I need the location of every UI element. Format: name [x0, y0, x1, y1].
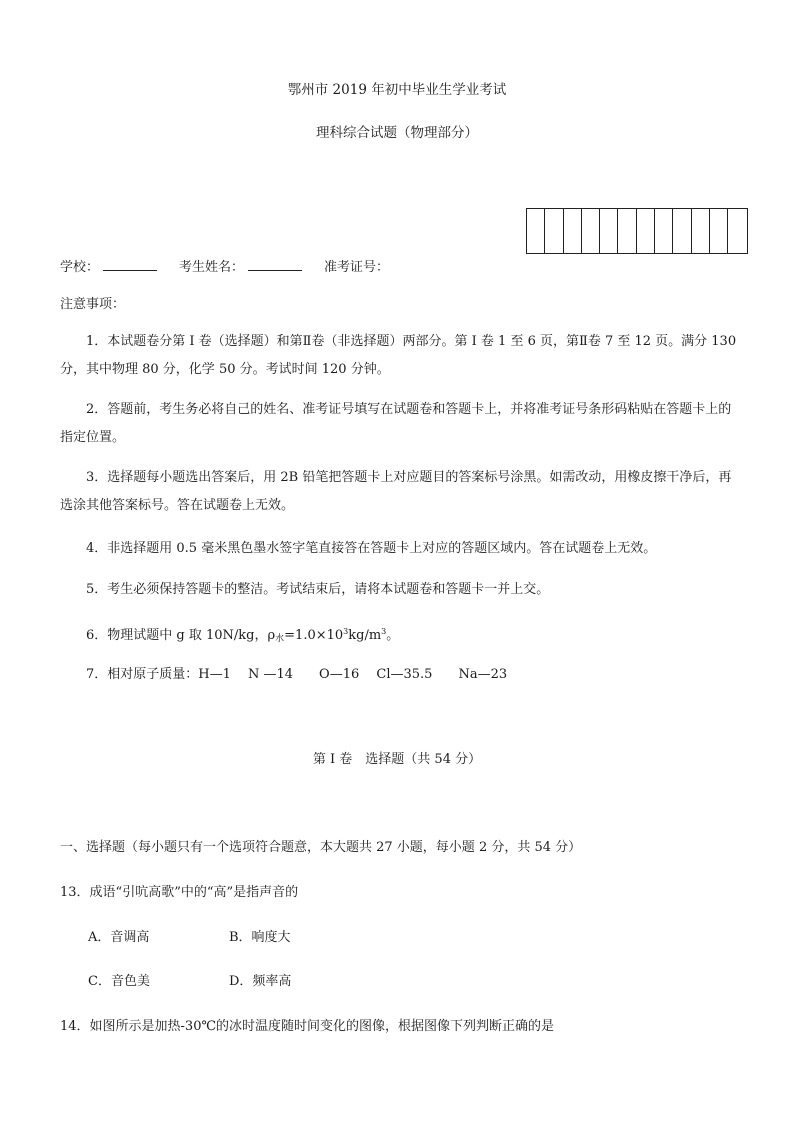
exam-number-cell	[564, 209, 582, 253]
notice-item-6-sub: 水	[275, 634, 285, 644]
q13-options-row-2	[88, 970, 370, 989]
exam-number-cell	[582, 209, 600, 253]
exam-number-cell	[710, 209, 728, 253]
exam-number-cell	[618, 209, 636, 253]
exam-title: 鄂州市 2019 年初中毕业生学业考试	[287, 82, 507, 98]
q13-option-d[interactable]: D．频率高	[229, 974, 292, 989]
exam-number-cell	[600, 209, 618, 253]
exam-number-cell	[545, 209, 563, 253]
exam-number-cell	[637, 209, 655, 253]
notice-item-6-unit-sup: 3	[381, 627, 387, 636]
exam-subtitle: 理科综合试题（物理部分）	[316, 125, 478, 141]
notice-item-2: 2．答题前，考生务必将自己的姓名、准考证号填写在试题卷和答题卡上，并将准考证号条形码粘贴在答题卡上的指定位置。	[60, 402, 732, 445]
q14-stem: 14．如图所示是加热-30℃的冰时温度随时间变化的图像，根据图像下列判断正确的是	[60, 1019, 555, 1034]
q13-option-c[interactable]: C．音色美	[88, 974, 150, 989]
student-info-row	[60, 256, 393, 275]
exam-number-cell	[655, 209, 673, 253]
notice-item-6-sup: 3	[343, 627, 349, 636]
name-label: 考生姓名：	[179, 260, 245, 275]
exam-number-grid	[526, 208, 748, 254]
school-blank[interactable]	[103, 258, 157, 271]
notice-item-4: 4．非选择题用 0.5 毫米黑色墨水签字笔直接答在答题卡上对应的答题区域内。答在试题卷上无效。	[86, 541, 657, 556]
notice-item-7: 7．相对原子质量：H—1 N —14 O—16 Cl—35.5 Na—23	[86, 667, 508, 682]
notice-item-3: 3．选择题每小题选出答案后，用 2B 铅笔把答题卡上对应题目的答案标号涂黑。如需改动，用橡皮擦干净后，再选涂其他答案标号。答在试题卷上无效。	[60, 470, 732, 513]
exam-number-cell	[728, 209, 746, 253]
q13-option-b[interactable]: B．响度大	[229, 930, 291, 945]
section-1-instructions: 一、选择题（每小题只有一个选项符合题意，本大题共 27 小题，每小题 2 分，共 54 分）	[60, 840, 582, 855]
q13-option-a[interactable]: A．音调高	[88, 930, 150, 945]
exam-number-cell	[527, 209, 545, 253]
school-label: 学校：	[60, 260, 100, 275]
notice-item-6-mid: =1.0×10	[284, 628, 344, 643]
notice-item-5: 5．考生必须保持答题卡的整洁。考试结束后，请将本试题卷和答题卡一并上交。	[86, 582, 550, 597]
notice-item-1: 1．本试题卷分第 I 卷（选择题）和第Ⅱ卷（非选择题）两部分。第 I 卷 1 至 6 页，第Ⅱ卷 7 至 12 页。满分 130 分，其中物理 80 分，化学 50 分。考试时间 120 分钟。	[60, 334, 737, 377]
notice-item-6-unit: kg/m	[348, 628, 382, 643]
exam-no-label: 准考证号：	[324, 260, 390, 275]
notice-item-6	[86, 624, 399, 644]
q13-stem: 13．成语“引吭高歌”中的“高”是指声音的	[60, 885, 299, 900]
name-blank[interactable]	[248, 258, 302, 271]
exam-number-cell	[692, 209, 710, 253]
exam-number-cell	[673, 209, 691, 253]
notice-item-6-end: 。	[386, 628, 400, 643]
notice-item-6-prefix: 6．物理试题中 g 取 10N/kg，ρ	[86, 628, 276, 643]
q13-options-row-1	[88, 926, 370, 945]
notice-heading: 注意事项：	[60, 297, 126, 312]
section-1-title: 第 I 卷 选择题（共 54 分）	[312, 752, 482, 767]
